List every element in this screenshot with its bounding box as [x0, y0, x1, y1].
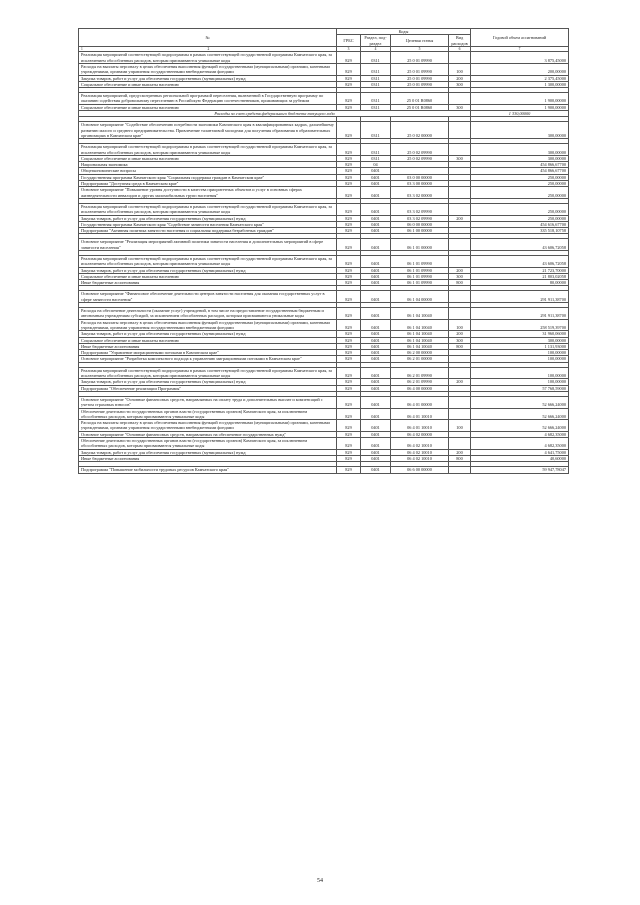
row-target-article: 06 4 02 10010 — [391, 438, 449, 450]
row-sum: 100,00000 — [471, 350, 569, 356]
row-grbs: 829 — [337, 356, 361, 362]
row-sum: 454 866,67700 — [471, 168, 569, 174]
row-grbs: 829 — [337, 350, 361, 356]
table-row — [79, 256, 569, 268]
row-sum: 300,00000 — [471, 144, 569, 156]
row-grbs: 829 — [337, 385, 361, 391]
note-text: Расходы за счет средств федерального бюджета текущего года — [79, 111, 471, 117]
row-razdel: 0401 — [361, 174, 391, 180]
row-razdel: 0401 — [361, 337, 391, 343]
row-target-article: 06 1 01 09990 — [391, 256, 449, 268]
note-sum: 1 330,00000 — [471, 111, 569, 117]
row-name: Иные бюджетные ассигнования — [79, 343, 337, 349]
row-razdel: 0311 — [361, 63, 391, 75]
row-expense-type: 200 — [449, 215, 471, 221]
row-expense-type — [449, 187, 471, 199]
row-name: Закупка товаров, работ и услуг для обеспечения государственных (муниципальных) нужд — [79, 379, 337, 385]
row-target-article: 06 4 01 10010 — [391, 408, 449, 420]
header-codes-group: Коды — [337, 29, 471, 35]
row-razdel: 0401 — [361, 319, 391, 331]
row-name: Государственная программа Камчатского края "Социальная поддержка граждан в Камчатском крае" — [79, 174, 337, 180]
row-grbs: 829 — [337, 280, 361, 286]
row-sum: 1 900,00000 — [471, 104, 569, 110]
table-row — [79, 63, 569, 75]
row-expense-type: 200 — [449, 449, 471, 455]
row-expense-type: 300 — [449, 81, 471, 87]
row-razdel: 0401 — [361, 215, 391, 221]
row-name: Обеспечение деятельности государственных органов власти (государственных органов) Камчатского края, за исключением обособленных расходов, которым присваиваются уникальные коды — [79, 408, 337, 420]
row-target-article: 25 0 01 09990 — [391, 75, 449, 81]
row-expense-type: 200 — [449, 267, 471, 273]
row-name: Основное мероприятие "Разработка комплексного подхода к управлению миграционными потоками в Камчатском крае" — [79, 356, 337, 362]
row-name: Подпрограмма "Управление миграционными потоками в Камчатском крае" — [79, 350, 337, 356]
row-sum: 335 518,10758 — [471, 228, 569, 234]
row-razdel: 0311 — [361, 144, 391, 156]
row-target-article: 06 1 01 09990 — [391, 280, 449, 286]
row-razdel: 0401 — [361, 267, 391, 273]
table-row — [79, 203, 569, 215]
row-expense-type — [449, 291, 471, 303]
table-row — [79, 408, 569, 420]
row-razdel: 0401 — [361, 343, 391, 349]
row-target-article: 06 2 00 00000 — [391, 350, 449, 356]
row-sum: 200,00000 — [471, 63, 569, 75]
column-number: 2 — [207, 46, 210, 51]
row-expense-type: 100 — [449, 319, 471, 331]
row-sum: 100,00000 — [471, 367, 569, 379]
row-grbs: 829 — [337, 379, 361, 385]
row-name: Иные бюджетные ассигнования — [79, 455, 337, 461]
row-razdel: 0401 — [361, 221, 391, 227]
row-target-article: 03 3 02 09990 — [391, 215, 449, 221]
row-expense-type — [449, 408, 471, 420]
row-sum: 80,00000 — [471, 280, 569, 286]
row-razdel: 0401 — [361, 455, 391, 461]
row-sum: 250,00000 — [471, 187, 569, 199]
page-number: 54 — [317, 878, 323, 884]
header-number: № — [79, 29, 337, 47]
row-sum: 454 616,67700 — [471, 221, 569, 227]
row-sum: 250,00000 — [471, 181, 569, 187]
table-row — [79, 144, 569, 156]
row-sum: 1 131,93000 — [471, 343, 569, 349]
row-sum: 43 606,72058 — [471, 256, 569, 268]
budget-table-sheet — [78, 28, 568, 474]
row-expense-type: 800 — [449, 455, 471, 461]
row-target-article: 06 1 04 00000 — [391, 291, 449, 303]
row-target-article: 06 4 02 10010 — [391, 449, 449, 455]
table-row — [79, 438, 569, 450]
row-expense-type: 800 — [449, 280, 471, 286]
row-expense-type — [449, 203, 471, 215]
row-expense-type: 300 — [449, 273, 471, 279]
row-target-article: 25 0 01 R0860 — [391, 93, 449, 105]
row-grbs: 829 — [337, 187, 361, 199]
row-sum: 21 723,70000 — [471, 267, 569, 273]
row-name: Национальная экономика — [79, 162, 337, 168]
budget-table-body — [79, 46, 569, 473]
row-sum: 52 666,24000 — [471, 408, 569, 420]
table-row — [79, 291, 569, 303]
row-name: Основное мероприятие "Финансовое обеспечение деятельности центров занятости населения для оказания государственных услуг в сфере занятости населения" — [79, 291, 337, 303]
column-number: 1 — [81, 46, 83, 51]
table-row — [79, 420, 569, 432]
row-target-article: 03 3 02 09990 — [391, 203, 449, 215]
row-razdel: 0401 — [361, 396, 391, 408]
row-razdel: 0401 — [361, 273, 391, 279]
row-name: Социальное обеспечение и иные выплаты населению — [79, 155, 337, 161]
row-razdel: 0311 — [361, 155, 391, 161]
table-row — [79, 52, 569, 64]
row-name: Закупка товаров, работ и услуг для обеспечения государственных (муниципальных) нужд — [79, 331, 337, 337]
row-razdel: 0401 — [361, 181, 391, 187]
table-row — [79, 467, 569, 473]
row-sum: 4 682,35000 — [471, 438, 569, 450]
table-row — [79, 122, 569, 139]
row-expense-type: 200 — [449, 379, 471, 385]
row-name: Социальное обеспечение и иные выплаты населению — [79, 273, 337, 279]
row-name: Закупка товаров, работ и услуг для обеспечения государственных (муниципальных) нужд — [79, 267, 337, 273]
column-number-cell: 4 — [361, 46, 391, 52]
row-grbs: 829 — [337, 63, 361, 75]
row-name: Государственная программа Камчатского края "Содействие занятости населения Камчатского края" — [79, 221, 337, 227]
row-grbs: 829 — [337, 319, 361, 331]
row-name: Реализация мероприятий соответствующей подпрограммы в рамках соответствующей государственной программы Камчатского края, за исключением обособленных расходов, которым присваиваются уникальные коды — [79, 367, 337, 379]
column-number-cell: 7 — [471, 46, 569, 52]
row-target-article: 06 1 04 10040 — [391, 308, 449, 320]
row-name: Иные бюджетные ассигнования — [79, 280, 337, 286]
row-name: Закупка товаров, работ и услуг для обеспечения государственных (муниципальных) нужд — [79, 449, 337, 455]
row-target-article: 06 4 00 00000 — [391, 385, 449, 391]
row-grbs: 829 — [337, 215, 361, 221]
row-razdel: 0401 — [361, 420, 391, 432]
row-razdel: 0401 — [361, 431, 391, 437]
row-grbs: 829 — [337, 155, 361, 161]
row-grbs: 829 — [337, 122, 361, 139]
row-grbs: 829 — [337, 438, 361, 450]
table-row — [79, 93, 569, 105]
row-sum: 454 866,67700 — [471, 162, 569, 168]
row-target-article: 06 2 01 00000 — [391, 356, 449, 362]
row-razdel: 0401 — [361, 449, 391, 455]
budget-table — [78, 28, 569, 474]
row-grbs: 829 — [337, 367, 361, 379]
row-name: Подпрограмма "Активная политика занятости населения и социальная поддержка безработных граждан" — [79, 228, 337, 234]
row-sum: 52 666,24000 — [471, 420, 569, 432]
row-sum: 43 606,72058 — [471, 239, 569, 251]
row-razdel: 0401 — [361, 379, 391, 385]
row-name: Основное мероприятие "Реализация мероприятий активной политики занятости населения и дополнительных мероприятий в сфере занятости населения" — [79, 239, 337, 251]
table-row — [79, 187, 569, 199]
row-name: Социальное обеспечение и иные выплаты населению — [79, 337, 337, 343]
row-target-article: 25 0 01 09990 — [391, 52, 449, 64]
row-expense-type — [449, 467, 471, 473]
row-razdel: 0401 — [361, 308, 391, 320]
row-expense-type: 100 — [449, 420, 471, 432]
row-sum: 250,00000 — [471, 215, 569, 221]
row-grbs: 829 — [337, 162, 361, 168]
row-grbs: 829 — [337, 420, 361, 432]
row-grbs: 829 — [337, 52, 361, 64]
row-name: Реализация мероприятий соответствующей подпрограммы в рамках соответствующей государственной программы Камчатского края, за исключением обособленных расходов, которым присваиваются уникальные коды — [79, 203, 337, 215]
row-target-article: 06 2 01 09990 — [391, 379, 449, 385]
row-name: Закупка товаров, работ и услуг для обеспечения государственных (муниципальных) нужд — [79, 215, 337, 221]
row-target-article: 25 0 01 R0860 — [391, 104, 449, 110]
row-name: Основное мероприятие "Повышение уровня доступности в качества приоритетных объектов и услуг в основных сферах жизнедеятельности инвалидов и других маломобильных групп населения" — [79, 187, 337, 199]
row-grbs: 829 — [337, 221, 361, 227]
row-expense-type — [449, 256, 471, 268]
row-grbs: 829 — [337, 343, 361, 349]
row-razdel: 0311 — [361, 93, 391, 105]
row-sum: 59 947,78047 — [471, 467, 569, 473]
row-grbs: 829 — [337, 267, 361, 273]
row-grbs: 829 — [337, 168, 361, 174]
row-razdel: 0401 — [361, 356, 391, 362]
row-grbs: 829 — [337, 93, 361, 105]
row-name: Закупка товаров, работ и услуг для обеспечения государственных (муниципальных) нужд — [79, 75, 337, 81]
row-name: Подпрограмма "Обеспечение реализации Программы" — [79, 385, 337, 391]
header-razdel: Раздел, под-раздел — [361, 35, 391, 47]
row-grbs: 829 — [337, 337, 361, 343]
row-expense-type — [449, 93, 471, 105]
row-target-article: 06 1 01 00000 — [391, 239, 449, 251]
row-name: Общеэкономические вопросы — [79, 168, 337, 174]
row-razdel: 0401 — [361, 239, 391, 251]
row-sum: 2 375,45000 — [471, 75, 569, 81]
column-number-cell: 5 — [391, 46, 449, 52]
row-name: Реализация мероприятий, предусмотренных региональной программой переселения, включенной в Государственную программу по оказанию содействия добровольному переселению в Российскую Федерацию соотечественников, проживающих за рубежом — [79, 93, 337, 105]
row-target-article: 03 3 00 00000 — [391, 181, 449, 187]
row-target-article: 06 1 01 09990 — [391, 273, 449, 279]
row-sum: 250,00000 — [471, 203, 569, 215]
row-expense-type — [449, 438, 471, 450]
row-name: Расходы на выплаты персоналу в целях обеспечения выполнения функций государственными (муниципальными) органами, казенными учреждениями, органами управления государственными внебюджетными фондами — [79, 319, 337, 331]
row-sum: 300,00000 — [471, 122, 569, 139]
row-razdel: 0401 — [361, 256, 391, 268]
row-expense-type — [449, 52, 471, 64]
row-target-article: 06 4 01 00000 — [391, 396, 449, 408]
row-target-article: 06 1 04 10040 — [391, 337, 449, 343]
row-name: Подпрограмма "Повышение мобильности трудовых ресурсов Камчатского края" — [79, 467, 337, 473]
row-target-article: 06 4 02 10010 — [391, 455, 449, 461]
row-expense-type: 800 — [449, 343, 471, 349]
table-row — [79, 239, 569, 251]
row-expense-type: 300 — [449, 155, 471, 161]
row-sum: 31 960,06000 — [471, 331, 569, 337]
row-target-article: 06 4 02 00000 — [391, 431, 449, 437]
row-grbs: 829 — [337, 396, 361, 408]
row-sum: 291 911,38700 — [471, 291, 569, 303]
row-grbs: 829 — [337, 273, 361, 279]
row-grbs: 829 — [337, 144, 361, 156]
row-target-article: 06 1 01 09990 — [391, 267, 449, 273]
row-razdel: 0311 — [361, 75, 391, 81]
row-name: Основное мероприятие "Основные финансовых средств, направляемых на обеспечение государственных нужд" — [79, 431, 337, 437]
row-target-article: 03 0 00 00000 — [391, 174, 449, 180]
row-target-article: 25 0 01 09990 — [391, 81, 449, 87]
row-target-article: 06 4 01 10010 — [391, 420, 449, 432]
row-grbs: 829 — [337, 239, 361, 251]
row-razdel: 0401 — [361, 331, 391, 337]
row-razdel: 0401 — [361, 187, 391, 199]
row-sum: 1 300,00000 — [471, 81, 569, 87]
row-sum: 291 911,38700 — [471, 308, 569, 320]
row-grbs: 829 — [337, 331, 361, 337]
header-grbs: ГРБС — [337, 35, 361, 47]
row-name: Реализация мероприятий соответствующей подпрограммы в рамках соответствующей государственной программы Камчатского края, за исключением обособленных расходов, которым присваиваются уникальные коды — [79, 52, 337, 64]
row-target-article: 06 2 01 09990 — [391, 367, 449, 379]
row-razdel: 0401 — [361, 168, 391, 174]
row-target-article: 06 1 04 10040 — [391, 331, 449, 337]
row-grbs: 829 — [337, 291, 361, 303]
row-grbs: 829 — [337, 449, 361, 455]
column-number-cell: 6 — [449, 46, 471, 52]
row-name: Социальное обеспечение и иные выплаты населению — [79, 81, 337, 87]
row-sum: 52 666,24000 — [471, 396, 569, 408]
row-target-article: 06 1 04 10040 — [391, 343, 449, 349]
row-target-article: 06 1 00 00000 — [391, 228, 449, 234]
row-razdel: 0401 — [361, 350, 391, 356]
row-target-article: 03 3 02 00000 — [391, 187, 449, 199]
header-target-article: Целевая статья — [391, 35, 449, 47]
table-row — [79, 308, 569, 320]
table-row — [79, 396, 569, 408]
row-grbs: 829 — [337, 181, 361, 187]
row-grbs: 829 — [337, 174, 361, 180]
row-sum: 300,00000 — [471, 337, 569, 343]
row-razdel: 0401 — [361, 203, 391, 215]
table-row — [79, 367, 569, 379]
row-name: Расходы на обеспечение деятельности (оказание услуг) учреждений, в том числе на предоставление государственным бюджетным и автономным учреждениям субсидий, за исключением обособленных расходов, которым присваиваются уникальные коды — [79, 308, 337, 320]
row-razdel: 0311 — [361, 122, 391, 139]
header-annual-sum: Годовой объем ассигнований — [471, 29, 569, 47]
row-target-article: 06 6 00 00000 — [391, 467, 449, 473]
row-grbs: 829 — [337, 455, 361, 461]
row-expense-type — [449, 239, 471, 251]
row-razdel: 04 — [361, 162, 391, 168]
row-sum: 4 641,75000 — [471, 449, 569, 455]
row-grbs: 829 — [337, 104, 361, 110]
row-sum: 258 519,39700 — [471, 319, 569, 331]
row-sum: 100,00000 — [471, 356, 569, 362]
row-sum: 300,00000 — [471, 155, 569, 161]
row-name: Обеспечение деятельности государственных органов власти (государственных органов) Камчатского края, за исключением обособленных расходов, которым присваиваются уникальные коды — [79, 438, 337, 450]
row-name: Подпрограмма "Доступная среда в Камчатском крае" — [79, 181, 337, 187]
row-razdel: 0311 — [361, 81, 391, 87]
row-expense-type — [449, 144, 471, 156]
row-name: Реализация мероприятий соответствующей подпрограммы в рамках соответствующей государственной программы Камчатского края, за исключением обособленных расходов, которым присваиваются уникальные коды — [79, 144, 337, 156]
row-sum: 1 900,00000 — [471, 93, 569, 105]
row-razdel: 0311 — [361, 104, 391, 110]
row-sum: 250,00000 — [471, 174, 569, 180]
row-razdel: 0401 — [361, 280, 391, 286]
row-name: Основное мероприятие "Основные финансовых средств, направляемых на оплату труда и дополнительных выплат и компенсаций с учетом страховых взносов" — [79, 396, 337, 408]
row-sum: 21 803,02058 — [471, 273, 569, 279]
row-expense-type — [449, 396, 471, 408]
row-grbs: 829 — [337, 75, 361, 81]
row-grbs: 829 — [337, 81, 361, 87]
row-grbs: 829 — [337, 408, 361, 420]
row-expense-type: 200 — [449, 331, 471, 337]
row-expense-type — [449, 122, 471, 139]
row-sum: 40,60000 — [471, 455, 569, 461]
row-expense-type: 200 — [449, 75, 471, 81]
row-razdel: 0401 — [361, 408, 391, 420]
row-razdel: 0401 — [361, 367, 391, 379]
row-name: Социальное обеспечение и иные выплаты населению — [79, 104, 337, 110]
row-razdel: 0311 — [361, 52, 391, 64]
column-number-cell: 3 — [337, 46, 361, 52]
row-sum: 4 682,35000 — [471, 431, 569, 437]
row-razdel: 0401 — [361, 438, 391, 450]
row-razdel: 0401 — [361, 291, 391, 303]
row-grbs: 829 — [337, 256, 361, 268]
row-name: Реализация мероприятий соответствующей подпрограммы в рамках соответствующей государственной программы Камчатского края, за исключением обособленных расходов, которым присваиваются уникальные коды — [79, 256, 337, 268]
row-target-article: 25 0 01 09990 — [391, 63, 449, 75]
table-row — [79, 319, 569, 331]
row-target-article: 25 0 02 09990 — [391, 144, 449, 156]
row-expense-type: 300 — [449, 104, 471, 110]
row-sum: 57 768,59000 — [471, 385, 569, 391]
row-expense-type — [449, 308, 471, 320]
row-name: Расходы на выплаты персоналу в целях обеспечения выполнения функций государственными (муниципальными) органами, казенными учреждениями, органами управления государственными внебюджетными фондами — [79, 63, 337, 75]
row-target-article: 25 0 02 09990 — [391, 155, 449, 161]
row-expense-type: 300 — [449, 337, 471, 343]
row-target-article: 25 0 02 00000 — [391, 122, 449, 139]
row-razdel: 0401 — [361, 467, 391, 473]
row-grbs: 829 — [337, 228, 361, 234]
row-grbs: 829 — [337, 308, 361, 320]
row-grbs: 829 — [337, 467, 361, 473]
row-razdel: 0401 — [361, 228, 391, 234]
row-razdel: 0401 — [361, 385, 391, 391]
row-expense-type — [449, 367, 471, 379]
row-name: Основное мероприятие "Содействие обеспечению потребности экономики Камчатского края в квалифицированных кадрах, дальнейшему развитию малого и среднего предпринимательства. Привлечение талантливой молодежи для получения образования в образовательных организациях в Камчатском крае" — [79, 122, 337, 139]
row-expense-type: 100 — [449, 63, 471, 75]
row-name: Расходы на выплаты персоналу в целях обеспечения выполнения функций государственными (муниципальными) органами, казенными учреждениями, органами управления государственными внебюджетными фондами — [79, 420, 337, 432]
header-expense-type: Вид расходов — [449, 35, 471, 47]
row-sum: 3 875,45000 — [471, 52, 569, 64]
row-target-article: 06 1 04 10040 — [391, 319, 449, 331]
row-sum: 100,00000 — [471, 379, 569, 385]
row-target-article: 06 0 00 00000 — [391, 221, 449, 227]
row-grbs: 829 — [337, 203, 361, 215]
row-grbs: 829 — [337, 431, 361, 437]
